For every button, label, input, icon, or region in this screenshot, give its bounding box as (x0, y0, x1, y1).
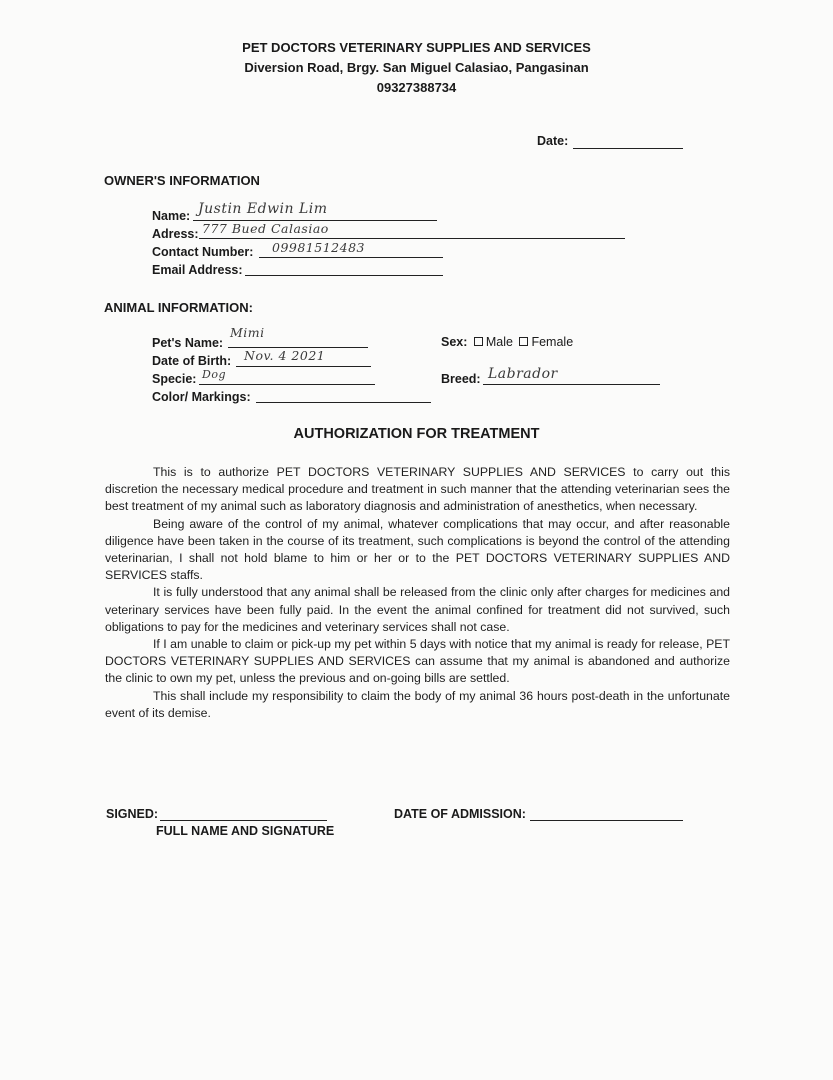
sex-row (441, 335, 573, 349)
owner-section-title: OWNER'S INFORMATION (104, 173, 260, 188)
authorization-body (105, 464, 730, 722)
pet-name-value: Mimi (230, 325, 265, 340)
owner-address-label: Adress: (152, 227, 199, 241)
authorization-paragraph: If I am unable to claim or pick-up my pet within 5 days with notice that my animal is ready for release, PET DOCTORS VETERINARY SUPPLIES AND SERVICES can assume that my animal is abandoned and authorize the clinic to own my pet, unless the previous and on-going bills are settled. (105, 637, 730, 686)
business-phone: 09327388734 (376, 80, 457, 95)
species-label: Specie: (152, 372, 197, 386)
color-markings-field[interactable] (256, 402, 431, 403)
species-value: Dog (202, 368, 226, 381)
color-markings-label: Color/ Markings: (152, 390, 251, 404)
breed-label: Breed: (441, 372, 481, 386)
date-field[interactable] (573, 148, 683, 149)
owner-contact-label: Contact Number: (152, 245, 254, 259)
signed-label: SIGNED: (106, 807, 159, 821)
dob-field[interactable] (236, 366, 371, 367)
signature-caption: FULL NAME AND SIGNATURE (156, 824, 335, 838)
authorization-paragraph: This shall include my responsibility to claim the body of my animal 36 hours post-death in the unfortunate event of its demise. (105, 688, 730, 720)
dob-value: Nov. 4 2021 (244, 348, 326, 363)
date-label: Date: (537, 134, 569, 148)
authorization-title: AUTHORIZATION FOR TREATMENT (293, 426, 540, 442)
authorization-paragraph: Being aware of the control of my animal, whatever complications that may occur, and after reasonable diligence have been taken in the course of its treatment, such complications is beyond the control of the attending veterinarian, I shall not hold blame to him or her or to the PET DOCTORS VETERINARY SUPPLIES AND SERVICES staffs. (105, 516, 730, 583)
female-checkbox[interactable] (519, 337, 528, 346)
breed-field[interactable] (483, 384, 660, 385)
date-of-admission-field[interactable] (530, 820, 683, 821)
owner-email-label: Email Address: (152, 263, 243, 277)
authorization-paragraph: It is fully understood that any animal shall be released from the clinic only after charges for medicines and veterinary services have been fully paid. In the event the animal confined for treatment did not survived, such obligations to pay for the medicines and veterinary services shall not case. (105, 585, 730, 634)
male-checkbox[interactable] (474, 337, 483, 346)
date-of-admission-label: DATE OF ADMISSION: (394, 807, 526, 821)
dob-label: Date of Birth: (152, 354, 232, 368)
owner-name-value: Justin Edwin Lim (198, 201, 328, 217)
authorization-paragraph: This is to authorize PET DOCTORS VETERINARY SUPPLIES AND SERVICES to carry out this discretion the necessary medical procedure and treatment in such manner that the attending veterinarian sees the best treatment of my animal such as laboratory diagnosis and administration of anesthetics, when necessary. (105, 465, 730, 514)
business-address: Diversion Road, Brgy. San Miguel Calasiao, Pangasinan (244, 60, 589, 75)
owner-address-field[interactable] (199, 238, 625, 239)
owner-email-field[interactable] (245, 275, 443, 276)
owner-name-label: Name: (152, 209, 191, 223)
male-option-label: Male (485, 335, 513, 349)
female-option-label: Female (531, 335, 574, 349)
pet-name-label: Pet's Name: (152, 336, 224, 350)
signature-field[interactable] (160, 820, 327, 821)
species-field[interactable] (199, 384, 375, 385)
animal-section-title: ANIMAL INFORMATION: (104, 300, 253, 315)
sex-label: Sex: (441, 335, 468, 349)
breed-value: Labrador (488, 366, 558, 382)
owner-contact-field[interactable] (259, 257, 443, 258)
owner-address-value: 777 Bued Calasiao (202, 221, 329, 236)
business-name: PET DOCTORS VETERINARY SUPPLIES AND SERVICES (242, 40, 591, 55)
owner-contact-value: 09981512483 (272, 240, 365, 255)
